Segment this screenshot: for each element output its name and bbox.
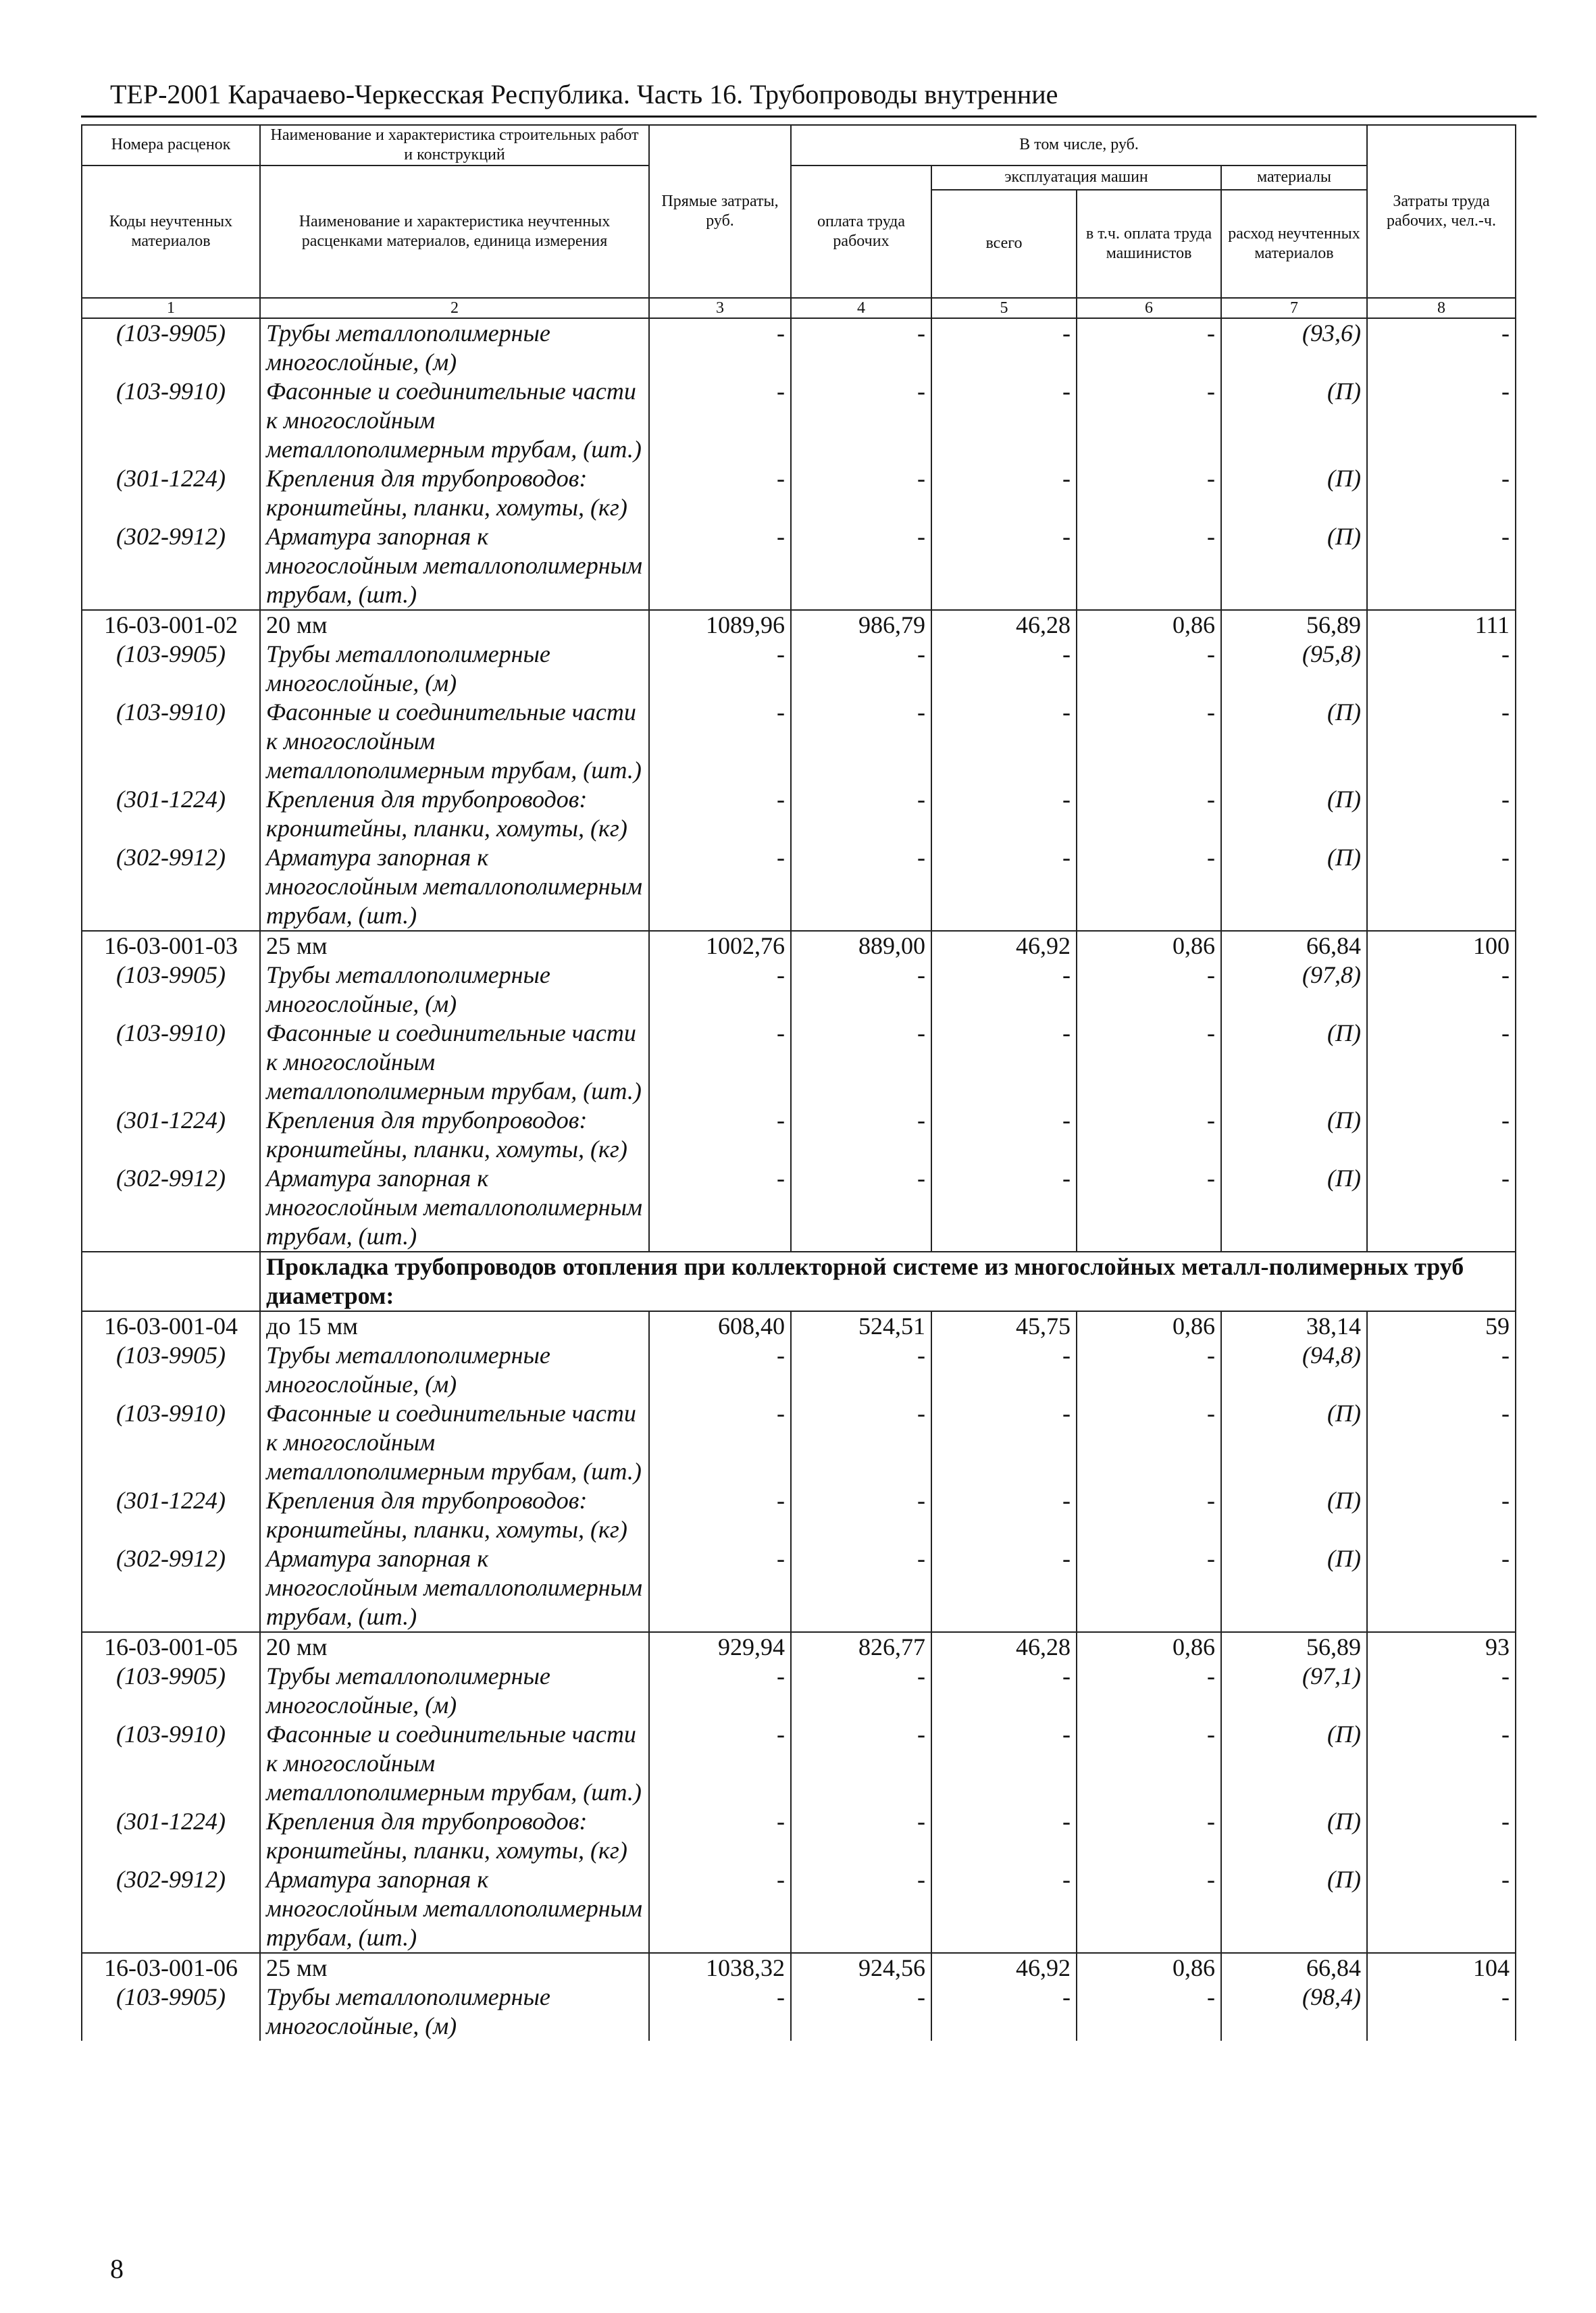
header-col2-top: Наименование и характеристика строительных работ и конструкций [260, 125, 649, 166]
value-col7: (П) [1221, 698, 1367, 785]
value-col8: - [1367, 1341, 1516, 1399]
rate-code: 16-03-001-06 [82, 1953, 260, 1983]
value-col4: - [791, 1544, 931, 1632]
value-col3: - [649, 522, 791, 610]
value-col8: 100 [1367, 931, 1516, 961]
value-col8: - [1367, 377, 1516, 464]
value-col5: - [931, 785, 1077, 843]
value-col3: - [649, 1544, 791, 1632]
value-col7: 56,89 [1221, 610, 1367, 640]
value-col5: - [931, 1662, 1077, 1720]
column-numbers-row [82, 298, 1516, 319]
rate-name: 20 мм [260, 1632, 649, 1662]
value-col4: - [791, 377, 931, 464]
material-row [82, 1164, 1516, 1252]
header-col5: всего [931, 190, 1077, 298]
value-col6: - [1077, 1341, 1221, 1399]
section-title: Прокладка трубопроводов отопления при коллекторной системе из многослойных металл-полимерных труб диаметром: [260, 1252, 1516, 1311]
value-col6: - [1077, 1399, 1221, 1486]
section-code-cell [82, 1252, 260, 1311]
material-name: Трубы металлополимерные многослойные, (м) [260, 961, 649, 1019]
value-col6: 0,86 [1077, 1953, 1221, 1983]
value-col5: - [931, 1106, 1077, 1164]
value-col5: - [931, 464, 1077, 522]
material-code: (302-9912) [82, 1865, 260, 1953]
value-col6: - [1077, 318, 1221, 377]
table-body [82, 318, 1516, 2041]
material-row [82, 1019, 1516, 1106]
colnum-7: 7 [1221, 298, 1367, 319]
value-col3: - [649, 318, 791, 377]
value-col5: - [931, 1486, 1077, 1544]
value-col7: (П) [1221, 1399, 1367, 1486]
material-code: (302-9912) [82, 1164, 260, 1252]
value-col5: - [931, 1865, 1077, 1953]
value-col4: - [791, 1865, 931, 1953]
value-col5: - [931, 1544, 1077, 1632]
value-col8: - [1367, 1164, 1516, 1252]
rate-code: 16-03-001-03 [82, 931, 260, 961]
value-col7: (П) [1221, 1106, 1367, 1164]
value-col3: - [649, 1341, 791, 1399]
material-row [82, 1399, 1516, 1486]
value-col5: - [931, 1341, 1077, 1399]
header-group-machines: эксплуатация машин [931, 166, 1221, 190]
value-col7: (95,8) [1221, 640, 1367, 698]
material-row [82, 377, 1516, 464]
header-col7: расход неучтенных материалов [1221, 190, 1367, 298]
value-col3: - [649, 698, 791, 785]
header-col4: оплата труда рабочих [791, 166, 931, 298]
value-col7: (93,6) [1221, 318, 1367, 377]
material-name: Арматура запорная к многослойным металлополимерным трубам, (шт.) [260, 1164, 649, 1252]
value-col4: - [791, 522, 931, 610]
material-row [82, 1486, 1516, 1544]
rate-code: 16-03-001-04 [82, 1311, 260, 1341]
value-col6: - [1077, 377, 1221, 464]
value-col6: - [1077, 1865, 1221, 1953]
value-col8: - [1367, 1865, 1516, 1953]
value-col8: - [1367, 1399, 1516, 1486]
value-col8: - [1367, 1486, 1516, 1544]
material-name: Трубы металлополимерные многослойные, (м) [260, 1983, 649, 2041]
value-col3: 1002,76 [649, 931, 791, 961]
material-code: (103-9905) [82, 961, 260, 1019]
material-name: Фасонные и соединительные части к многослойным металлополимерным трубам, (шт.) [260, 698, 649, 785]
value-col7: (П) [1221, 377, 1367, 464]
value-col5: - [931, 640, 1077, 698]
value-col7: (П) [1221, 1486, 1367, 1544]
value-col5: - [931, 1019, 1077, 1106]
colnum-1: 1 [82, 298, 260, 319]
value-col6: - [1077, 1720, 1221, 1807]
value-col4: - [791, 1399, 931, 1486]
value-col3: - [649, 1399, 791, 1486]
value-col5: 46,28 [931, 1632, 1077, 1662]
value-col5: - [931, 961, 1077, 1019]
material-row [82, 464, 1516, 522]
material-code: (301-1224) [82, 1807, 260, 1865]
value-col7: (97,8) [1221, 961, 1367, 1019]
value-col3: - [649, 1106, 791, 1164]
material-name: Фасонные и соединительные части к многослойным металлополимерным трубам, (шт.) [260, 1399, 649, 1486]
value-col4: - [791, 1983, 931, 2041]
material-row [82, 522, 1516, 610]
value-col6: - [1077, 1106, 1221, 1164]
value-col8: - [1367, 1807, 1516, 1865]
value-col6: - [1077, 522, 1221, 610]
value-col6: - [1077, 843, 1221, 931]
value-col5: 45,75 [931, 1311, 1077, 1341]
header-col2-bottom: Наименование и характеристика неучтенных расценками материалов, единица измерения [260, 166, 649, 298]
value-col6: - [1077, 1807, 1221, 1865]
rate-name: до 15 мм [260, 1311, 649, 1341]
colnum-5: 5 [931, 298, 1077, 319]
value-col5: - [931, 1807, 1077, 1865]
value-col8: - [1367, 1544, 1516, 1632]
material-code: (302-9912) [82, 843, 260, 931]
material-row [82, 698, 1516, 785]
table-header [82, 125, 1516, 318]
value-col6: - [1077, 464, 1221, 522]
value-col4: 524,51 [791, 1311, 931, 1341]
value-col3: - [649, 1164, 791, 1252]
material-code: (103-9910) [82, 377, 260, 464]
colnum-6: 6 [1077, 298, 1221, 319]
material-name: Фасонные и соединительные части к многослойным металлополимерным трубам, (шт.) [260, 1720, 649, 1807]
material-name: Крепления для трубопроводов: кронштейны, планки, хомуты, (кг) [260, 464, 649, 522]
material-code: (103-9910) [82, 1720, 260, 1807]
value-col4: - [791, 464, 931, 522]
value-col8: 59 [1367, 1311, 1516, 1341]
value-col4: - [791, 1106, 931, 1164]
rate-code: 16-03-001-05 [82, 1632, 260, 1662]
colnum-2: 2 [260, 298, 649, 319]
material-name: Трубы металлополимерные многослойные, (м) [260, 640, 649, 698]
material-name: Крепления для трубопроводов: кронштейны, планки, хомуты, (кг) [260, 1807, 649, 1865]
value-col3: - [649, 377, 791, 464]
value-col6: - [1077, 1486, 1221, 1544]
value-col6: - [1077, 1164, 1221, 1252]
header-col1-bottom: Коды неучтенных материалов [82, 166, 260, 298]
value-col8: 93 [1367, 1632, 1516, 1662]
rate-row [82, 610, 1516, 640]
material-row [82, 1720, 1516, 1807]
value-col4: - [791, 843, 931, 931]
material-row [82, 318, 1516, 377]
value-col8: - [1367, 318, 1516, 377]
material-name: Трубы металлополимерные многослойные, (м) [260, 1341, 649, 1399]
value-col7: (98,4) [1221, 1983, 1367, 2041]
rate-code: 16-03-001-02 [82, 610, 260, 640]
value-col4: 889,00 [791, 931, 931, 961]
value-col3: - [649, 1720, 791, 1807]
value-col4: - [791, 318, 931, 377]
value-col6: - [1077, 961, 1221, 1019]
value-col4: - [791, 1720, 931, 1807]
value-col7: (П) [1221, 1019, 1367, 1106]
material-code: (302-9912) [82, 1544, 260, 1632]
value-col5: 46,92 [931, 931, 1077, 961]
value-col8: - [1367, 1983, 1516, 2041]
colnum-3: 3 [649, 298, 791, 319]
material-code: (301-1224) [82, 1106, 260, 1164]
material-name: Крепления для трубопроводов: кронштейны, планки, хомуты, (кг) [260, 1486, 649, 1544]
material-name: Крепления для трубопроводов: кронштейны, планки, хомуты, (кг) [260, 785, 649, 843]
value-col7: (П) [1221, 522, 1367, 610]
material-row [82, 1865, 1516, 1953]
header-group-materials: материалы [1221, 166, 1367, 190]
value-col7: (П) [1221, 1544, 1367, 1632]
value-col8: - [1367, 1720, 1516, 1807]
value-col6: - [1077, 698, 1221, 785]
value-col4: - [791, 1662, 931, 1720]
material-name: Крепления для трубопроводов: кронштейны, планки, хомуты, (кг) [260, 1106, 649, 1164]
material-name: Фасонные и соединительные части к многослойным металлополимерным трубам, (шт.) [260, 377, 649, 464]
value-col3: - [649, 785, 791, 843]
value-col7: (П) [1221, 1164, 1367, 1252]
value-col7: 38,14 [1221, 1311, 1367, 1341]
value-col8: - [1367, 1106, 1516, 1164]
value-col4: - [791, 1486, 931, 1544]
header-group-incl: В том числе, руб. [791, 125, 1367, 166]
value-col3: 929,94 [649, 1632, 791, 1662]
value-col6: 0,86 [1077, 1311, 1221, 1341]
value-col3: 1089,96 [649, 610, 791, 640]
value-col3: - [649, 843, 791, 931]
material-row [82, 1106, 1516, 1164]
header-rule [81, 116, 1537, 118]
rate-name: 25 мм [260, 931, 649, 961]
material-code: (103-9905) [82, 640, 260, 698]
value-col5: - [931, 1983, 1077, 2041]
value-col8: - [1367, 698, 1516, 785]
value-col3: - [649, 1019, 791, 1106]
value-col5: 46,92 [931, 1953, 1077, 1983]
value-col6: - [1077, 1662, 1221, 1720]
material-row [82, 1544, 1516, 1632]
material-code: (103-9905) [82, 1341, 260, 1399]
value-col5: - [931, 318, 1077, 377]
material-row [82, 961, 1516, 1019]
value-col7: 56,89 [1221, 1632, 1367, 1662]
value-col4: - [791, 1164, 931, 1252]
value-col5: - [931, 1399, 1077, 1486]
value-col4: 986,79 [791, 610, 931, 640]
material-name: Фасонные и соединительные части к многослойным металлополимерным трубам, (шт.) [260, 1019, 649, 1106]
value-col4: - [791, 961, 931, 1019]
value-col8: - [1367, 961, 1516, 1019]
value-col3: - [649, 961, 791, 1019]
material-name: Арматура запорная к многослойным металлополимерным трубам, (шт.) [260, 843, 649, 931]
rate-row [82, 1953, 1516, 1983]
value-col6: - [1077, 1544, 1221, 1632]
material-code: (103-9910) [82, 698, 260, 785]
value-col4: - [791, 1019, 931, 1106]
value-col3: - [649, 464, 791, 522]
rate-row [82, 1311, 1516, 1341]
material-code: (302-9912) [82, 522, 260, 610]
value-col5: - [931, 698, 1077, 785]
header-col1-top: Номера расценок [82, 125, 260, 166]
value-col4: - [791, 640, 931, 698]
value-col3: - [649, 1865, 791, 1953]
rate-name: 25 мм [260, 1953, 649, 1983]
rate-row [82, 1632, 1516, 1662]
material-name: Арматура запорная к многослойным металлополимерным трубам, (шт.) [260, 522, 649, 610]
value-col3: - [649, 1486, 791, 1544]
value-col5: - [931, 377, 1077, 464]
value-col7: (П) [1221, 1865, 1367, 1953]
material-name: Трубы металлополимерные многослойные, (м) [260, 1662, 649, 1720]
material-row [82, 1341, 1516, 1399]
value-col6: - [1077, 1019, 1221, 1106]
value-col7: (П) [1221, 843, 1367, 931]
value-col6: - [1077, 785, 1221, 843]
value-col3: - [649, 640, 791, 698]
value-col4: - [791, 1341, 931, 1399]
value-col7: 66,84 [1221, 931, 1367, 961]
value-col8: 104 [1367, 1953, 1516, 1983]
value-col8: - [1367, 1662, 1516, 1720]
value-col7: 66,84 [1221, 1953, 1367, 1983]
value-col8: 111 [1367, 610, 1516, 640]
value-col3: 1038,32 [649, 1953, 791, 1983]
value-col5: - [931, 1164, 1077, 1252]
material-name: Арматура запорная к многослойным металлополимерным трубам, (шт.) [260, 1865, 649, 1953]
value-col6: 0,86 [1077, 931, 1221, 961]
page-header-title: ТЕР-2001 Карачаево-Черкесская Республика. Часть 16. Трубопроводы внутренние [110, 79, 1058, 109]
rates-table [81, 124, 1516, 2041]
value-col4: 826,77 [791, 1632, 931, 1662]
material-row [82, 1983, 1516, 2041]
material-name: Трубы металлополимерные многослойные, (м) [260, 318, 649, 377]
value-col4: - [791, 698, 931, 785]
header-col8: Затраты труда рабочих, чел.-ч. [1367, 125, 1516, 298]
material-code: (103-9905) [82, 1983, 260, 2041]
material-name: Арматура запорная к многослойным металлополимерным трубам, (шт.) [260, 1544, 649, 1632]
value-col7: (94,8) [1221, 1341, 1367, 1399]
material-row [82, 640, 1516, 698]
header-col3: Прямые затраты, руб. [649, 125, 791, 298]
rate-name: 20 мм [260, 610, 649, 640]
material-row [82, 1807, 1516, 1865]
value-col6: 0,86 [1077, 610, 1221, 640]
value-col3: - [649, 1807, 791, 1865]
material-code: (301-1224) [82, 464, 260, 522]
value-col8: - [1367, 843, 1516, 931]
material-row [82, 785, 1516, 843]
section-heading-row [82, 1252, 1516, 1311]
value-col6: - [1077, 1983, 1221, 2041]
colnum-8: 8 [1367, 298, 1516, 319]
material-code: (103-9910) [82, 1019, 260, 1106]
value-col4: - [791, 1807, 931, 1865]
material-row [82, 843, 1516, 931]
colnum-4: 4 [791, 298, 931, 319]
value-col5: - [931, 843, 1077, 931]
value-col3: 608,40 [649, 1311, 791, 1341]
value-col6: 0,86 [1077, 1632, 1221, 1662]
header-col6: в т.ч. оплата труда машинистов [1077, 190, 1221, 298]
material-code: (103-9905) [82, 318, 260, 377]
material-code: (301-1224) [82, 1486, 260, 1544]
value-col7: (П) [1221, 1720, 1367, 1807]
value-col4: 924,56 [791, 1953, 931, 1983]
value-col3: - [649, 1983, 791, 2041]
value-col7: (П) [1221, 1807, 1367, 1865]
value-col7: (97,1) [1221, 1662, 1367, 1720]
rate-row [82, 931, 1516, 961]
value-col8: - [1367, 640, 1516, 698]
material-code: (103-9905) [82, 1662, 260, 1720]
value-col3: - [649, 1662, 791, 1720]
value-col7: (П) [1221, 464, 1367, 522]
value-col8: - [1367, 785, 1516, 843]
material-code: (103-9910) [82, 1399, 260, 1486]
page-number: 8 [110, 2254, 124, 2284]
value-col8: - [1367, 522, 1516, 610]
material-row [82, 1662, 1516, 1720]
value-col4: - [791, 785, 931, 843]
value-col6: - [1077, 640, 1221, 698]
value-col5: - [931, 1720, 1077, 1807]
material-code: (301-1224) [82, 785, 260, 843]
value-col8: - [1367, 464, 1516, 522]
value-col8: - [1367, 1019, 1516, 1106]
value-col5: - [931, 522, 1077, 610]
value-col7: (П) [1221, 785, 1367, 843]
value-col5: 46,28 [931, 610, 1077, 640]
